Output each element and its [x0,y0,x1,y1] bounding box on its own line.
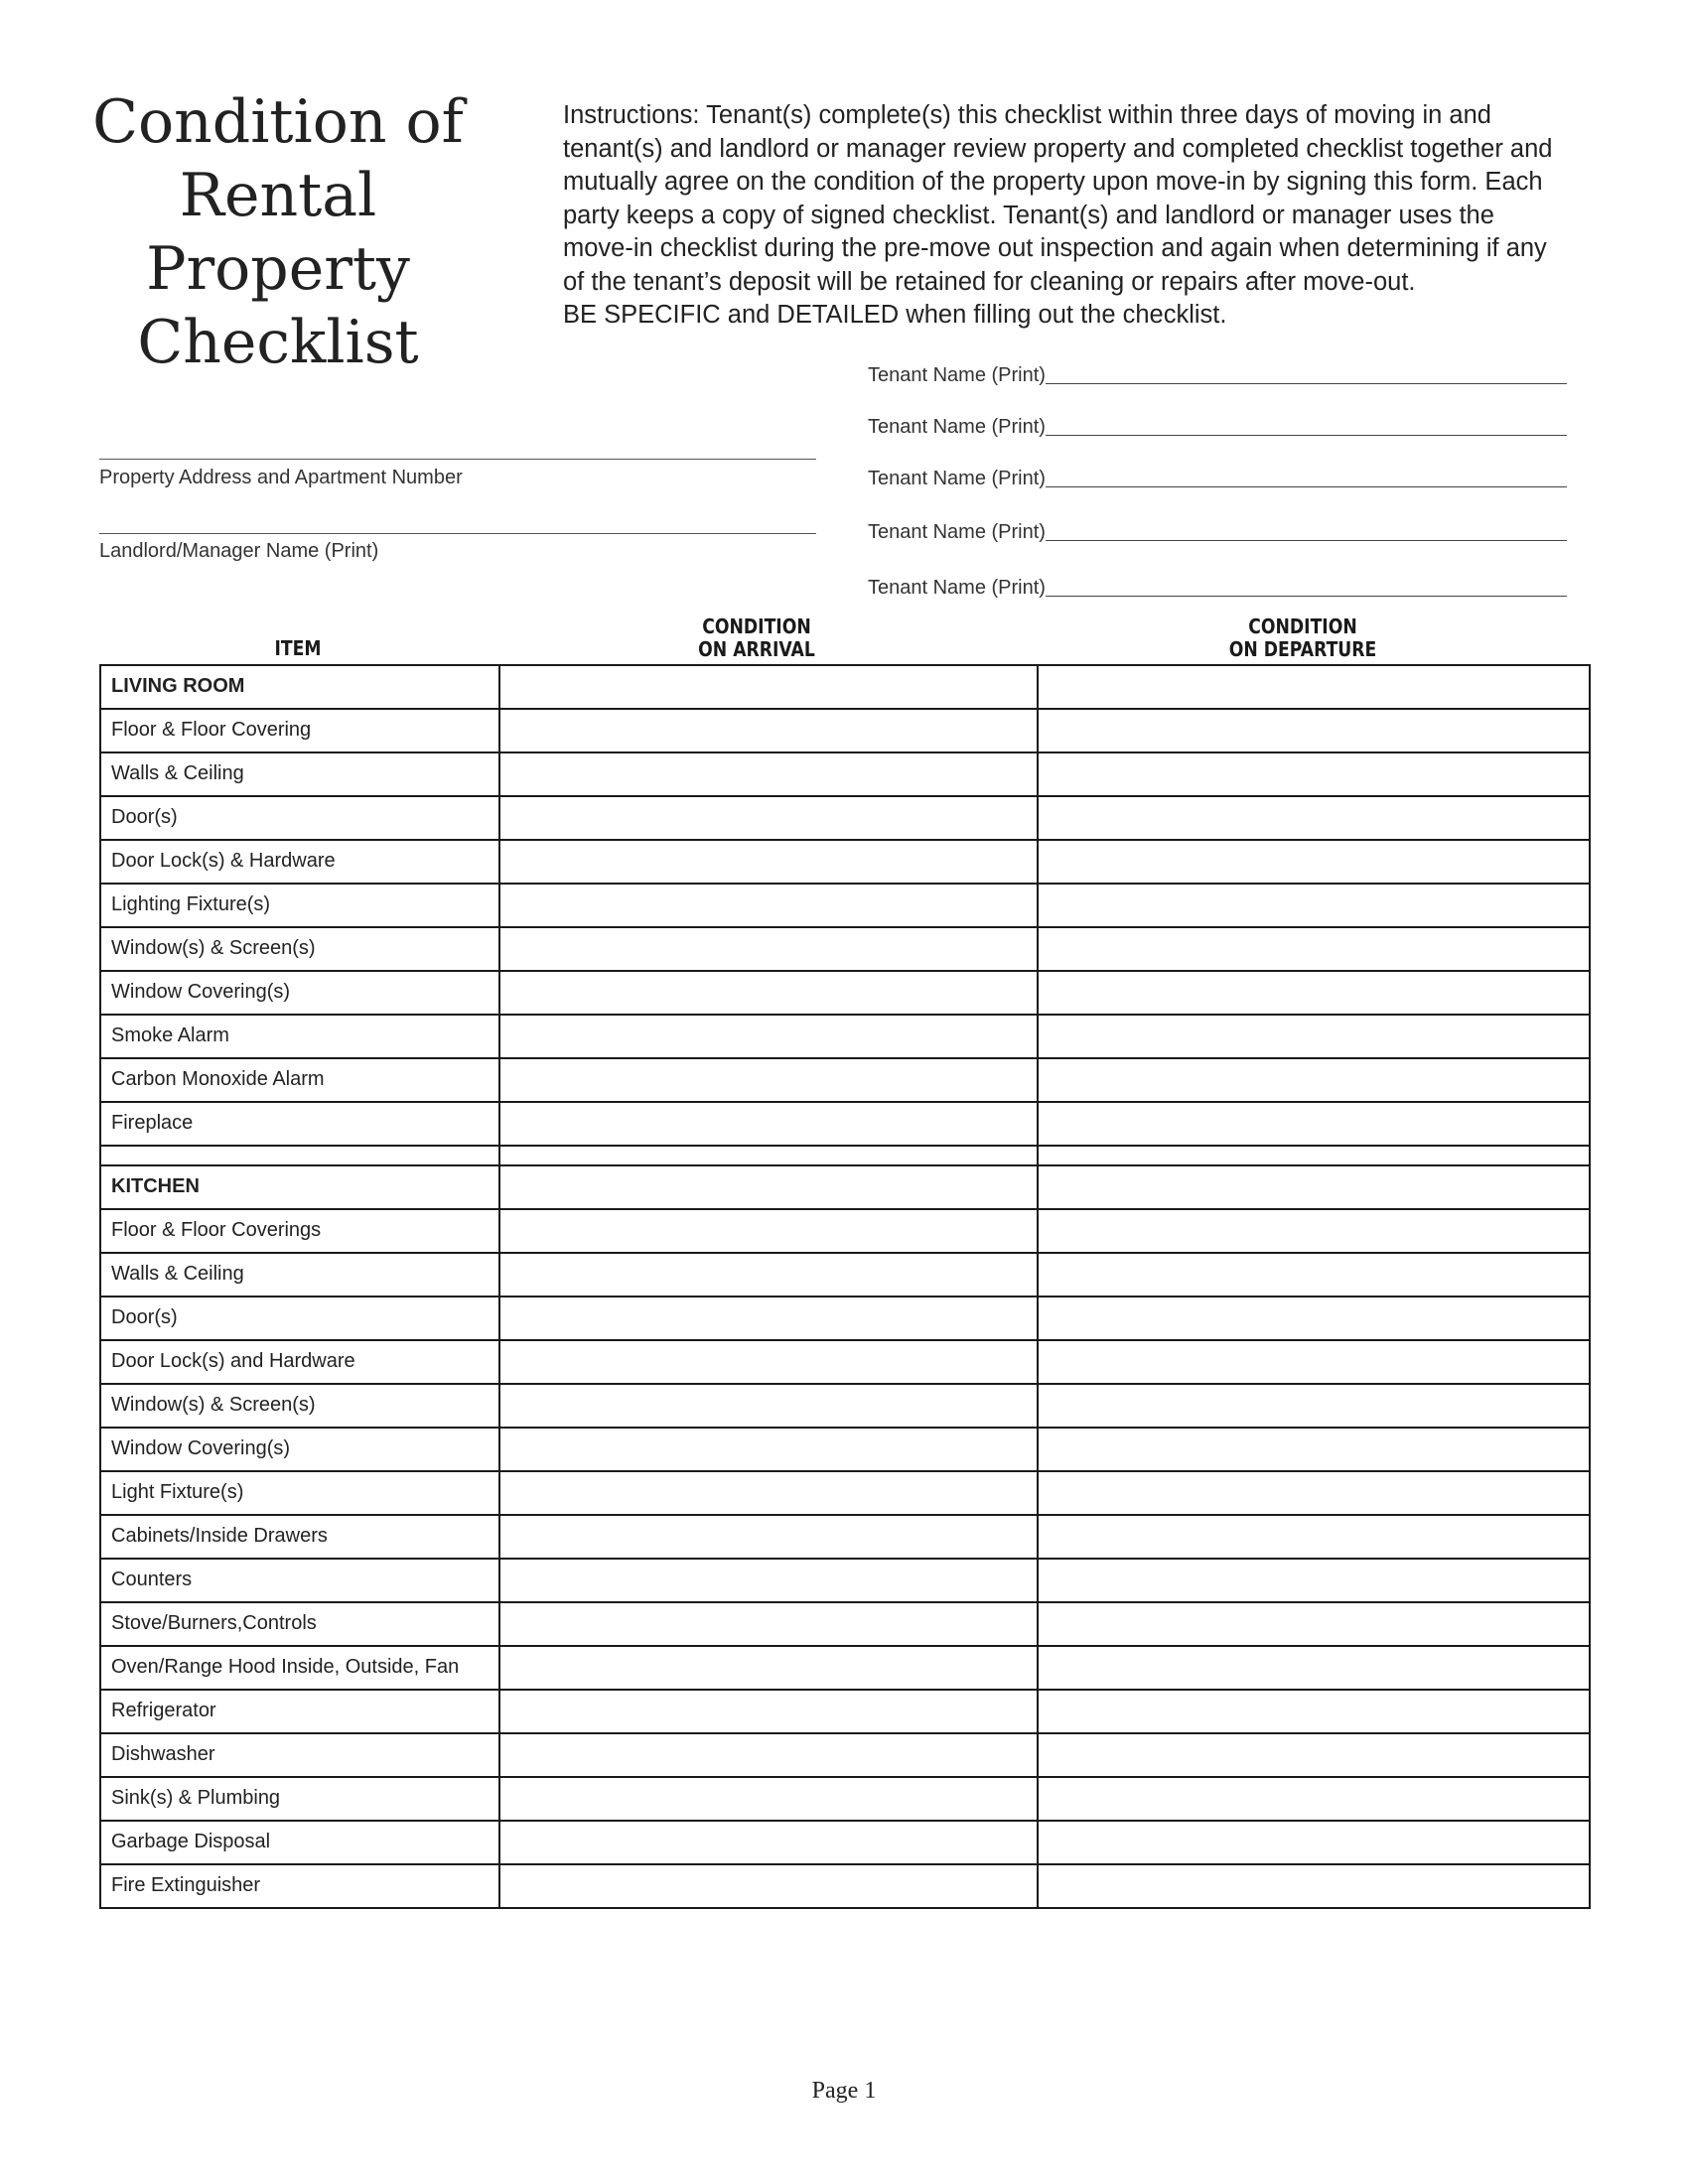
item-cell [100,1146,499,1165]
departure-condition-cell[interactable] [1038,1015,1590,1058]
arrival-condition-cell[interactable] [499,1821,1038,1864]
column-header-arrival [586,615,927,661]
departure-condition-cell[interactable] [1038,1733,1590,1777]
instructions-block [563,99,1556,333]
arrival-condition-cell[interactable] [499,1864,1038,1908]
table-row [100,1646,1590,1690]
tenant-name-field[interactable] [868,514,1567,544]
departure-condition-cell[interactable] [1038,1646,1590,1690]
item-cell: Dishwasher [100,1733,499,1777]
landlord-name-label: Landlord/Manager Name (Print) [99,540,379,562]
arrival-condition-cell[interactable] [499,752,1038,796]
column-header-departure [1132,615,1474,661]
departure-condition-cell[interactable] [1038,752,1590,796]
title-line: Condition of [92,87,464,157]
tenant-name-line[interactable] [1046,595,1567,597]
table-row [100,1471,1590,1515]
title-line: Rental [179,161,377,230]
table-row [100,1058,1590,1102]
arrival-condition-cell[interactable] [499,1428,1038,1471]
item-cell: Stove/Burners,Controls [100,1602,499,1646]
column-header-departure-line2: ON DEPARTURE [1228,637,1377,661]
property-address-label: Property Address and Apartment Number [99,467,463,488]
arrival-condition-cell[interactable] [499,840,1038,884]
landlord-name-line[interactable] [99,533,816,534]
departure-condition-cell[interactable] [1038,1297,1590,1340]
departure-condition-cell[interactable] [1038,884,1590,927]
table-row [100,796,1590,840]
instructions-text: Instructions: Tenant(s) complete(s) this checklist within three days of moving in and tenant(s) and landlord or manager review property and completed checklist together and mutually agree on the condition of the property upon move-in by signing this form. Each party keeps a copy of signed checklist. Tenant(s) and landlord or manager uses the move-in checklist during the pre-move out inspection and again when determining if any of the tenant’s deposit will be retained for cleaning or repairs after move-out. [563,101,1553,296]
departure-condition-cell[interactable] [1038,1777,1590,1821]
item-cell: Fireplace [100,1102,499,1146]
arrival-condition-cell[interactable] [499,1102,1038,1146]
item-cell: Carbon Monoxide Alarm [100,1058,499,1102]
departure-condition-cell[interactable] [1038,796,1590,840]
item-cell: Door(s) [100,796,499,840]
tenant-name-line[interactable] [1046,434,1567,436]
tenant-name-line[interactable] [1046,539,1567,541]
departure-condition-cell[interactable] [1038,1253,1590,1297]
arrival-condition-cell[interactable] [499,1015,1038,1058]
table-row [100,1864,1590,1908]
page-number: Page 1 [811,2078,877,2104]
table-row [100,1015,1590,1058]
departure-condition-cell[interactable] [1038,1690,1590,1733]
departure-condition-cell[interactable] [1038,1340,1590,1384]
table-row [100,1102,1590,1146]
table-row [100,709,1590,752]
arrival-condition-cell[interactable] [499,796,1038,840]
arrival-condition-cell[interactable] [499,1209,1038,1253]
departure-condition-cell[interactable] [1038,927,1590,971]
table-row [100,1777,1590,1821]
arrival-condition-cell[interactable] [499,665,1038,709]
departure-condition-cell[interactable] [1038,1058,1590,1102]
arrival-condition-cell[interactable] [499,927,1038,971]
spacer-row [100,1146,1590,1165]
item-cell: Refrigerator [100,1690,499,1733]
tenant-name-line[interactable] [1046,485,1567,487]
departure-condition-cell[interactable] [1038,971,1590,1015]
departure-condition-cell[interactable] [1038,840,1590,884]
departure-condition-cell[interactable] [1038,665,1590,709]
arrival-condition-cell[interactable] [499,884,1038,927]
departure-condition-cell[interactable] [1038,1821,1590,1864]
departure-condition-cell[interactable] [1038,1559,1590,1602]
item-cell: Smoke Alarm [100,1015,499,1058]
arrival-condition-cell[interactable] [499,1515,1038,1559]
item-cell: Door Lock(s) and Hardware [100,1340,499,1384]
departure-condition-cell[interactable] [1038,1471,1590,1515]
arrival-condition-cell[interactable] [499,709,1038,752]
item-cell: Door Lock(s) & Hardware [100,840,499,884]
table-row [100,1733,1590,1777]
tenant-name-label: Tenant Name (Print) [868,468,1046,489]
table-row [100,1515,1590,1559]
section-row [100,665,1590,709]
table-row [100,1209,1590,1253]
arrival-condition-cell[interactable] [499,1058,1038,1102]
item-cell: Walls & Ceiling [100,1253,499,1297]
item-cell: Floor & Floor Covering [100,709,499,752]
item-cell: Window Covering(s) [100,971,499,1015]
departure-condition-cell[interactable] [1038,1165,1590,1209]
item-cell: Window(s) & Screen(s) [100,927,499,971]
item-cell: Door(s) [100,1297,499,1340]
tenant-name-label: Tenant Name (Print) [868,416,1046,438]
item-cell: Walls & Ceiling [100,752,499,796]
arrival-condition-cell[interactable] [499,1602,1038,1646]
item-cell: Garbage Disposal [100,1821,499,1864]
arrival-condition-cell[interactable] [499,1384,1038,1428]
column-header-arrival-line2: ON ARRIVAL [698,637,815,661]
table-row [100,1559,1590,1602]
arrival-condition-cell[interactable] [499,1777,1038,1821]
tenant-name-field[interactable] [868,570,1567,600]
arrival-condition-cell[interactable] [499,1690,1038,1733]
departure-condition-cell[interactable] [1038,1209,1590,1253]
table-row [100,1821,1590,1864]
arrival-condition-cell[interactable] [499,1471,1038,1515]
arrival-condition-cell[interactable] [499,1733,1038,1777]
table-row [100,884,1590,927]
instructions-emphasis: BE SPECIFIC and DETAILED when filling out the checklist. [563,301,1227,329]
table-row [100,1384,1590,1428]
departure-condition-cell[interactable] [1038,1428,1590,1471]
title-line: Checklist [137,308,419,377]
item-cell: Fire Extinguisher [100,1864,499,1908]
section-row [100,1165,1590,1209]
arrival-condition-cell[interactable] [499,971,1038,1015]
departure-condition-cell[interactable] [1038,709,1590,752]
arrival-condition-cell[interactable] [499,1165,1038,1209]
column-header-arrival-line1: CONDITION [702,614,811,638]
table-row [100,752,1590,796]
tenant-name-field[interactable] [868,409,1567,439]
departure-condition-cell[interactable] [1038,1864,1590,1908]
departure-condition-cell[interactable] [1038,1384,1590,1428]
tenant-name-field[interactable] [868,357,1567,387]
departure-condition-cell[interactable] [1038,1602,1590,1646]
item-cell: Light Fixture(s) [100,1471,499,1515]
column-header-departure-line1: CONDITION [1248,614,1357,638]
table-row [100,840,1590,884]
item-cell: Sink(s) & Plumbing [100,1777,499,1821]
departure-condition-cell[interactable] [1038,1515,1590,1559]
item-cell: Lighting Fixture(s) [100,884,499,927]
page-title [79,85,477,379]
item-cell: Oven/Range Hood Inside, Outside, Fan [100,1646,499,1690]
table-row [100,927,1590,971]
table-row [100,1690,1590,1733]
table-row [100,1253,1590,1297]
item-cell: Window(s) & Screen(s) [100,1384,499,1428]
property-address-line[interactable] [99,459,816,460]
column-header-item-text: ITEM [274,636,322,660]
item-cell: LIVING ROOM [100,665,499,709]
table-row [100,1428,1590,1471]
item-cell: Counters [100,1559,499,1602]
column-header-item [127,637,469,660]
departure-condition-cell [1038,1146,1590,1165]
table-row [100,1340,1590,1384]
tenant-name-label: Tenant Name (Print) [868,577,1046,599]
table-row [100,1297,1590,1340]
table-row [100,1602,1590,1646]
item-cell: KITCHEN [100,1165,499,1209]
tenant-name-field[interactable] [868,461,1567,490]
arrival-condition-cell[interactable] [499,1559,1038,1602]
tenant-name-label: Tenant Name (Print) [868,521,1046,543]
item-cell: Floor & Floor Coverings [100,1209,499,1253]
item-cell: Cabinets/Inside Drawers [100,1515,499,1559]
arrival-condition-cell[interactable] [499,1646,1038,1690]
arrival-condition-cell[interactable] [499,1340,1038,1384]
table-row [100,971,1590,1015]
condition-checklist-table [99,664,1591,1909]
arrival-condition-cell[interactable] [499,1253,1038,1297]
arrival-condition-cell [499,1146,1038,1165]
item-cell: Window Covering(s) [100,1428,499,1471]
title-line: Property [146,234,410,304]
tenant-name-label: Tenant Name (Print) [868,364,1046,386]
departure-condition-cell[interactable] [1038,1102,1590,1146]
tenant-name-line[interactable] [1046,382,1567,384]
arrival-condition-cell[interactable] [499,1297,1038,1340]
